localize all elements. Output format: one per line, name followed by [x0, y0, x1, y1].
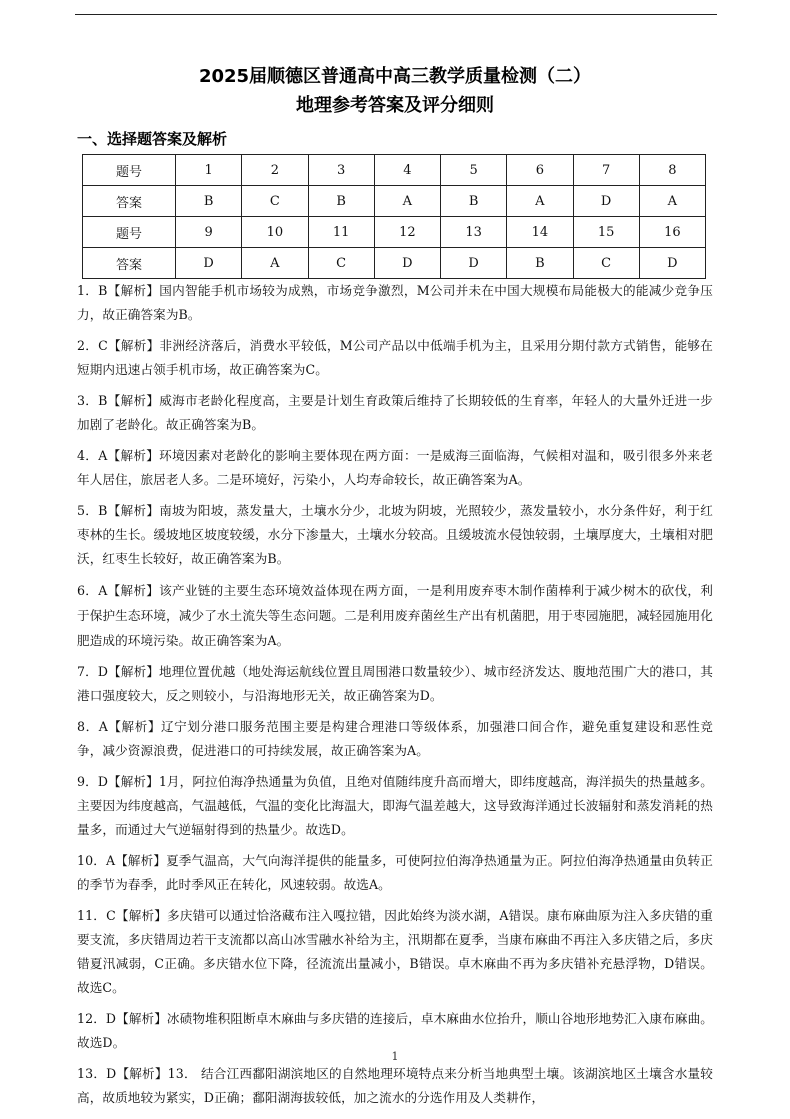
table-cell: 3: [308, 155, 374, 186]
table-cell: 10: [242, 217, 308, 248]
row-label: 答案: [83, 186, 176, 217]
table-row: [83, 248, 706, 279]
row-label: 答案: [83, 248, 176, 279]
explanation-4: 4．A【解析】环境因素对老龄化的影响主要体现在两方面：一是威海三面临海，气候相对温和，吸引很多外来老年人居住，旅居老人多。二是环境好，污染小，人均寿命较长，故正确答案为A。: [77, 448, 713, 487]
explanation-11: 11．C【解析】多庆错可以通过恰洛藏布注入嘎拉错，因此始终为淡水湖，A错误。康布麻曲原为注入多庆错的重要支流，多庆错周边若干支流都以高山冰雪融水补给为主，汛期都在夏季，当康布麻曲不再注入多庆错之后，多庆错夏汛减弱，C正确。多庆错水位下降，径流流出量减小，B错误。卓木麻曲不再为多庆错补充悬浮物，D错误。故选C。: [77, 908, 713, 995]
table-row: [83, 217, 706, 248]
table-cell: D: [639, 248, 705, 279]
document-subtitle: 地理参考答案及评分细则: [296, 95, 494, 116]
section-heading: 一、选择题答案及解析: [77, 130, 228, 148]
table-cell: B: [308, 186, 374, 217]
table-cell: D: [441, 248, 507, 279]
table-cell: 5: [441, 155, 507, 186]
answer-table: [82, 154, 706, 279]
explanation-2: 2．C【解析】非洲经济落后，消费水平较低，M公司产品以中低端手机为主，且采用分期付款方式销售，能够在短期内迅速占领手机市场，故正确答案为C。: [77, 338, 713, 377]
explanation-1: 1．B【解析】国内智能手机市场较为成熟，市场竞争激烈，M公司并未在中国大规模布局能极大的能减少竞争压力，故正确答案为B。: [77, 283, 713, 322]
table-cell: 15: [573, 217, 639, 248]
row-label: 题号: [83, 217, 176, 248]
table-row: [83, 155, 706, 186]
table-cell: B: [176, 186, 242, 217]
table-cell: 1: [176, 155, 242, 186]
table-cell: 9: [176, 217, 242, 248]
table-cell: A: [639, 186, 705, 217]
table-cell: C: [242, 186, 308, 217]
table-cell: 12: [374, 217, 440, 248]
table-cell: 16: [639, 217, 705, 248]
table-cell: 2: [242, 155, 308, 186]
page-number: 1: [391, 1050, 399, 1063]
table-cell: A: [507, 186, 573, 217]
table-cell: D: [573, 186, 639, 217]
table-cell: A: [242, 248, 308, 279]
header-rule: [75, 14, 717, 15]
table-cell: D: [176, 248, 242, 279]
table-cell: D: [374, 248, 440, 279]
table-cell: C: [308, 248, 374, 279]
table-cell: 13: [441, 217, 507, 248]
table-cell: 14: [507, 217, 573, 248]
row-label: 题号: [83, 155, 176, 186]
table-cell: C: [573, 248, 639, 279]
explanation-12: 12．D【解析】冰碛物堆积阻断卓木麻曲与多庆错的连接后，卓木麻曲水位抬升，顺山谷地形地势汇入康布麻曲。故选D。: [77, 1011, 713, 1050]
explanation-6: 6．A【解析】该产业链的主要生态环境效益体现在两方面，一是利用废弃枣木制作菌棒利于减少树木的砍伐，利于保护生态环境，减少了水土流失等生态问题。二是利用废弃菌丝生产出有机菌肥，用于枣园施肥，减轻园施用化肥造成的环境污染。故正确答案为A。: [77, 583, 713, 648]
explanation-9: 9．D【解析】1月，阿拉伯海净热通量为负值，且绝对值随纬度升高而增大，即纬度越高，海洋损失的热量越多。主要因为纬度越高，气温越低，气温的变化比海温大，即海气温差越大，这导致海洋通过长波辐射和蒸发消耗的热量多，而通过大气逆辐射得到的热量少。故选D。: [77, 774, 713, 837]
table-cell: 7: [573, 155, 639, 186]
table-cell: B: [507, 248, 573, 279]
explanation-5: 5．B【解析】南坡为阳坡，蒸发量大，土壤水分少，北坡为阴坡，光照较少，蒸发量较小，水分条件好，利于红枣林的生长。缓坡地区坡度较缓，水分下渗量大，土壤水分较高。且缓坡流水侵蚀较弱，土壤厚度大，土壤相对肥沃，红枣生长较好，故正确答案为B。: [77, 503, 713, 566]
explanation-8: 8．A【解析】辽宁划分港口服务范围主要是构建合理港口等级体系，加强港口间合作，避免重复建设和恶性竞争，减少资源浪费，促进港口的可持续发展，故正确答案为A。: [77, 719, 713, 758]
table-cell: A: [374, 186, 440, 217]
document-title: 2025届顺德区普通高中高三教学质量检测（二）: [198, 66, 592, 87]
explanation-13: 13．D【解析】13． 结合江西鄱阳湖滨地区的自然地理环境特点来分析当地典型土壤。该湖滨地区土壤含水量较高，故质地较为紧实，D正确；鄱阳湖海拔较低，加之流水的分选作用及人类耕作，: [77, 1066, 713, 1105]
explanation-7: 7．D【解析】地理位置优越（地处海运航线位置且周围港口数量较少）、城市经济发达、腹地范围广大的港口，其港口强度较大，反之则较小，与沿海地形无关，故正确答案为D。: [77, 664, 713, 703]
table-cell: 8: [639, 155, 705, 186]
table-row: [83, 186, 706, 217]
table-cell: B: [441, 186, 507, 217]
table-cell: 4: [374, 155, 440, 186]
explanation-10: 10．A【解析】夏季气温高，大气向海洋提供的能量多，可使阿拉伯海净热通量为正。阿拉伯海净热通量由负转正的季节为春季，此时季风正在转化，风速较弱。故选A。: [77, 853, 713, 892]
table-cell: 6: [507, 155, 573, 186]
explanation-list: [77, 279, 713, 1117]
table-cell: 11: [308, 217, 374, 248]
explanation-3: 3．B【解析】威海市老龄化程度高，主要是计划生育政策后维持了长期较低的生育率，年轻人的大量外迁进一步加剧了老龄化。故正确答案为B。: [77, 393, 713, 432]
